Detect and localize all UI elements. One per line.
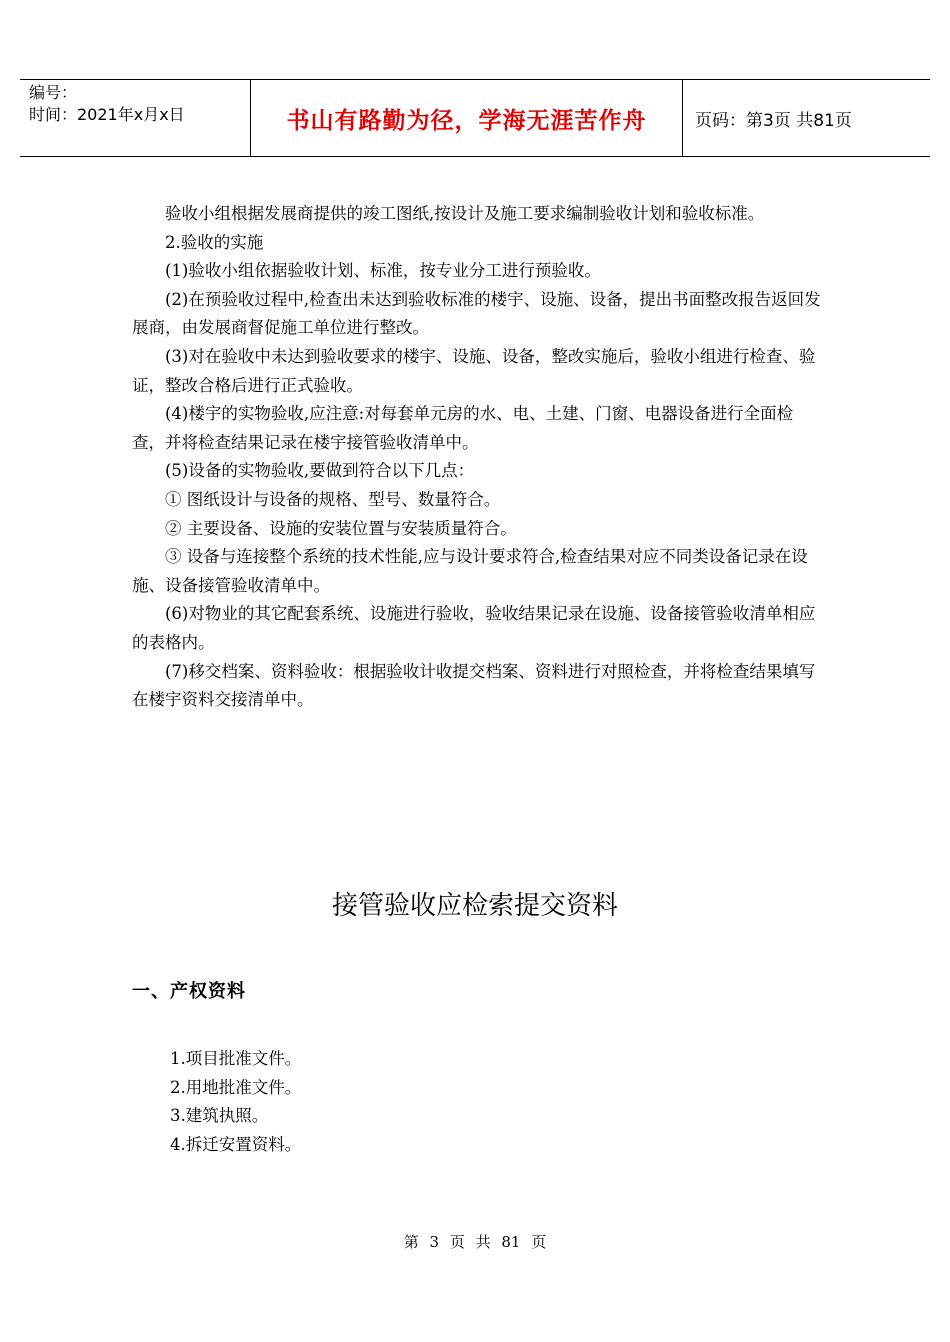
paragraph: (5)设备的实物验收,要做到符合以下几点： (165, 461, 475, 481)
header-page-info-cell (683, 80, 930, 156)
serial-number-label: 编号： (29, 83, 78, 102)
paragraph: (4)楼宇的实物验收,应注意:对每套单元房的水、电、土建、门窗、电器设备进行全面检查，并将检查结果记录在楼宇接管验收清单中。 (132, 404, 794, 452)
paragraph: ③ 设备与连接整个系统的技术性能,应与设计要求符合,检查结果对应不同类设备记录在设施、设备接管验收清单中。 (132, 547, 808, 595)
paragraph: (3)对在验收中未达到验收要求的楼宇、设施、设备，整改实施后，验收小组进行检查、验证，整改合格后进行正式验收。 (132, 346, 816, 395)
header-motto: 书山有路勤为径，学海无涯苦作舟 (286, 107, 647, 134)
paragraph: ② 主要设备、设施的安装位置与安装质量符合。 (165, 518, 517, 538)
body-text (132, 200, 822, 715)
paragraph: 验收小组根据发展商提供的竣工图纸,按设计及施工要求编制验收计划和验收标准。 (165, 204, 765, 223)
section-title: 接管验收应检索提交资料 (331, 891, 618, 921)
header-motto-cell (251, 80, 683, 156)
paragraph: 2.验收的实施 (165, 232, 264, 252)
list-item: 1.项目批准文件。 (170, 1049, 302, 1068)
paragraph: ① 图纸设计与设备的规格、型号、数量符合。 (165, 489, 501, 509)
document-list (170, 1045, 301, 1160)
list-item: 4.拆迁安置资料。 (170, 1135, 302, 1155)
list-item: 2.用地批准文件。 (170, 1077, 302, 1097)
paragraph: (7)移交档案、资料验收：根据验收计收提交档案、资料进行对照检查，并将检查结果填写在楼宇资料交接清单中。 (132, 661, 816, 710)
page-header (20, 79, 930, 157)
section-heading: 一、产权资料 (132, 981, 246, 1002)
time-label: 时间：2021年x月x日 (29, 105, 185, 124)
header-meta (20, 80, 251, 156)
header-page-info: 页码：第3页 共81页 (695, 110, 852, 131)
paragraph: (2)在预验收过程中,检查出未达到验收标准的楼宇、设施、设备，提出书面整改报告返回发展商，由发展商督促施工单位进行整改。 (132, 289, 821, 338)
paragraph: (1)验收小组依据验收计划、标准，按专业分工进行预验收。 (165, 261, 601, 281)
paragraph: (6)对物业的其它配套系统、设施进行验收，验收结果记录在设施、设备接管验收清单相应的表格内。 (132, 604, 816, 652)
list-item: 3.建筑执照。 (170, 1106, 269, 1126)
page-footer: 第 3 页 共 81 页 (403, 1233, 547, 1251)
